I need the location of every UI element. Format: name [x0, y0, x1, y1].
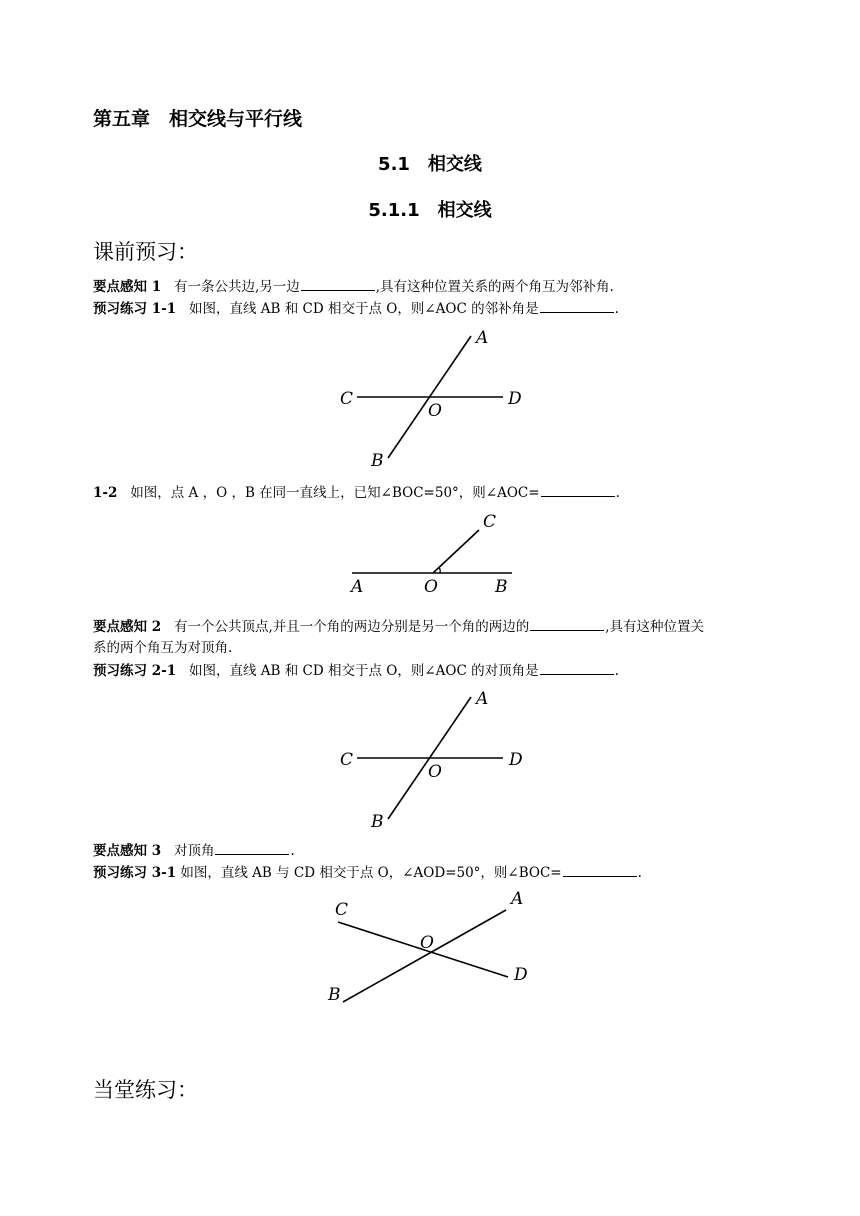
key-point-1-text: 有一条公共边,另一边 — [173, 279, 300, 295]
figure-2-label-c: C — [483, 512, 497, 532]
practice-1-2-end: . — [615, 485, 620, 501]
figure-3-label-c: C — [340, 750, 354, 770]
figure-1-label-o: O — [428, 401, 442, 421]
practice-1-2-label: 1-2 — [93, 485, 118, 501]
key-point-3-label: 要点感知 3 — [93, 843, 162, 859]
practice-1-1-label: 预习练习 1-1 — [93, 301, 177, 317]
key-point-2-text: 有一个公共顶点,并且一个角的两边分别是另一个角的两边的 — [173, 619, 530, 635]
key-point-1-label: 要点感知 1 — [93, 279, 162, 295]
practice-2-1-text: 如图，直线 AB 和 CD 相交于点 O，则∠AOC 的对顶角是 — [188, 663, 539, 679]
practice-3-1-label: 预习练习 3-1 — [93, 865, 177, 881]
figure-3-label-a: A — [476, 689, 489, 709]
subsection-title: 5.1.1 相交线 — [368, 200, 492, 221]
key-point-2-text-mid: ,具有这种位置关 — [605, 619, 705, 635]
practice-1-1-end: . — [614, 301, 619, 317]
key-point-3-text: 对顶角 — [173, 843, 215, 859]
figure-1-label-c: C — [340, 389, 354, 409]
practice-2-1-end: . — [614, 663, 619, 679]
figure-2-label-o: O — [424, 577, 438, 597]
figure-3-label-d: D — [509, 750, 523, 770]
figure-3-label-o: O — [428, 762, 442, 782]
figure-2-label-a: A — [351, 577, 364, 597]
key-point-2-label: 要点感知 2 — [93, 619, 162, 635]
practice-3-1-end: . — [637, 865, 642, 881]
figure-4-label-b: B — [328, 985, 341, 1005]
key-point-1-text-end: ,具有这种位置关系的两个角互为邻补角. — [375, 279, 614, 295]
figure-4-label-c: C — [335, 900, 349, 920]
figure-4-label-o: O — [420, 933, 434, 953]
figure-2-label-b: B — [495, 577, 508, 597]
key-point-2-line-2: 系的两个角互为对顶角. — [93, 640, 233, 656]
practice-1-2-text: 如图，点 A ，O ，B 在同一直线上，已知∠BOC=50°，则∠AOC= — [130, 485, 540, 501]
classwork-heading: 当堂练习： — [93, 1078, 198, 1102]
preview-heading: 课前预习： — [93, 240, 198, 264]
key-point-3-end: . — [290, 843, 295, 859]
chapter-title: 第五章 相交线与平行线 — [93, 108, 303, 130]
practice-1-1-text: 如图，直线 AB 和 CD 相交于点 O，则∠AOC 的邻补角是 — [188, 301, 539, 317]
figure-1-label-b: B — [371, 451, 384, 471]
section-title: 5.1 相交线 — [378, 154, 482, 175]
practice-2-1-label: 预习练习 2-1 — [93, 663, 177, 679]
figure-1-label-d: D — [508, 389, 522, 409]
figure-4-label-d: D — [514, 965, 528, 985]
practice-3-1-text: 如图，直线 AB 与 CD 相交于点 O，∠AOD=50°，则∠BOC= — [180, 865, 562, 881]
figure-1-label-a: A — [476, 328, 489, 348]
figure-3-label-b: B — [371, 812, 384, 832]
figure-4-label-a: A — [511, 889, 524, 909]
